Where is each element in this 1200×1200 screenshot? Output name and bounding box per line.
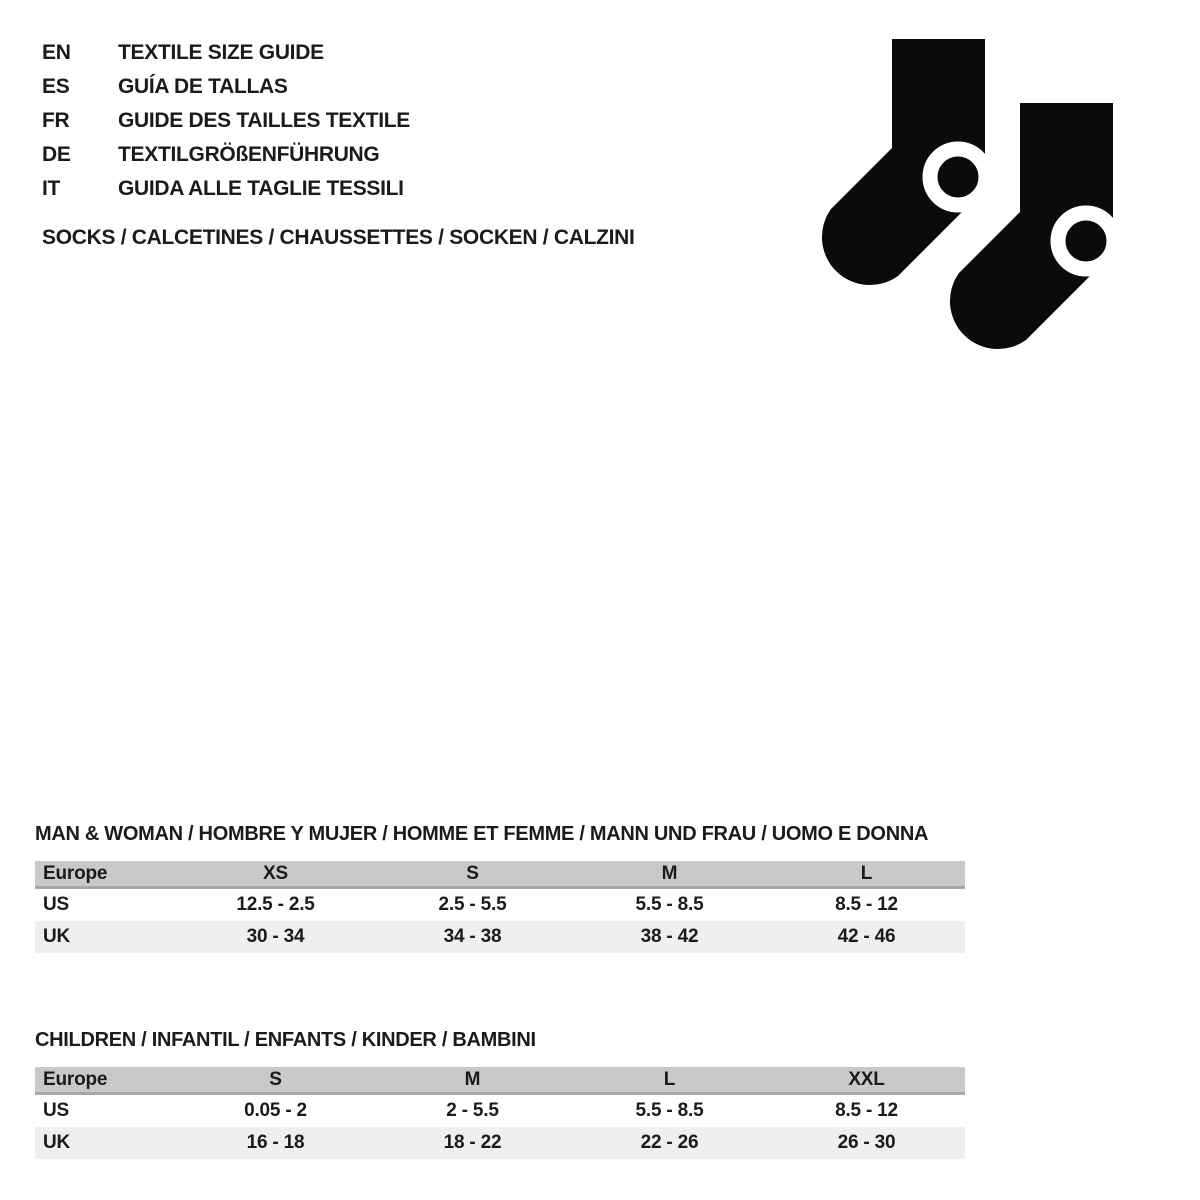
language-code: FR bbox=[42, 109, 70, 132]
list-item bbox=[42, 172, 410, 206]
size-value: 5.5 - 8.5 bbox=[635, 1100, 704, 1121]
column-header: M bbox=[661, 862, 678, 884]
table-title-adults: MAN & WOMAN / HOMBRE Y MUJER / HOMME ET FEMME / MANN UND FRAU / UOMO E DONNA bbox=[35, 823, 929, 845]
size-value: 42 - 46 bbox=[837, 926, 896, 947]
table-title-children: CHILDREN / INFANTIL / ENFANTS / KINDER / BAMBINI bbox=[35, 1029, 536, 1051]
size-value: 2.5 - 5.5 bbox=[438, 894, 507, 915]
language-code: DE bbox=[42, 143, 71, 166]
socks-icon bbox=[805, 30, 1135, 365]
row-label: UK bbox=[43, 926, 71, 947]
language-title: GUIDE DES TAILLES TEXTILE bbox=[118, 109, 410, 132]
size-value: 16 - 18 bbox=[246, 1132, 305, 1153]
language-title-list bbox=[42, 36, 410, 206]
table-row bbox=[35, 1095, 965, 1127]
table-header-row bbox=[35, 861, 965, 889]
column-header: XXL bbox=[848, 1068, 885, 1090]
list-item bbox=[42, 104, 410, 138]
column-header: S bbox=[466, 862, 479, 884]
row-label: US bbox=[43, 894, 69, 915]
row-label: US bbox=[43, 1100, 69, 1121]
language-title: GUÍA DE TALLAS bbox=[118, 75, 288, 98]
size-value: 34 - 38 bbox=[443, 926, 502, 947]
size-value: 8.5 - 12 bbox=[835, 1100, 898, 1121]
column-header: M bbox=[464, 1068, 481, 1090]
language-code: IT bbox=[42, 177, 61, 200]
row-label: UK bbox=[43, 1132, 71, 1153]
size-value: 2 - 5.5 bbox=[446, 1100, 499, 1121]
size-value: 12.5 - 2.5 bbox=[236, 894, 315, 915]
column-header: L bbox=[663, 1068, 676, 1090]
column-header: S bbox=[269, 1068, 282, 1090]
list-item bbox=[42, 70, 410, 104]
table-row bbox=[35, 921, 965, 953]
column-header: L bbox=[860, 862, 873, 884]
size-value: 18 - 22 bbox=[443, 1132, 502, 1153]
size-value: 26 - 30 bbox=[837, 1132, 896, 1153]
list-item bbox=[42, 138, 410, 172]
language-code: EN bbox=[42, 41, 71, 64]
language-title: TEXTILE SIZE GUIDE bbox=[118, 41, 324, 64]
sock-shape bbox=[822, 39, 986, 285]
language-title: GUIDA ALLE TAGLIE TESSILI bbox=[118, 177, 404, 200]
table-header-row bbox=[35, 1067, 965, 1095]
column-header: Europe bbox=[43, 1068, 108, 1090]
size-value: 8.5 - 12 bbox=[835, 894, 898, 915]
language-title: TEXTILGRÖßENFÜHRUNG bbox=[118, 143, 380, 166]
adults-size-table bbox=[35, 861, 965, 953]
table-row bbox=[35, 1127, 965, 1159]
column-header: XS bbox=[263, 862, 288, 884]
children-size-table bbox=[35, 1067, 965, 1159]
size-value: 5.5 - 8.5 bbox=[635, 894, 704, 915]
column-header: Europe bbox=[43, 862, 108, 884]
size-value: 38 - 42 bbox=[640, 926, 699, 947]
table-row bbox=[35, 889, 965, 921]
size-value: 0.05 - 2 bbox=[244, 1100, 307, 1121]
size-value: 22 - 26 bbox=[640, 1132, 699, 1153]
list-item bbox=[42, 36, 410, 70]
size-value: 30 - 34 bbox=[246, 926, 305, 947]
language-code: ES bbox=[42, 75, 70, 98]
product-category-line: SOCKS / CALCETINES / CHAUSSETTES / SOCKEN / CALZINI bbox=[42, 226, 635, 249]
